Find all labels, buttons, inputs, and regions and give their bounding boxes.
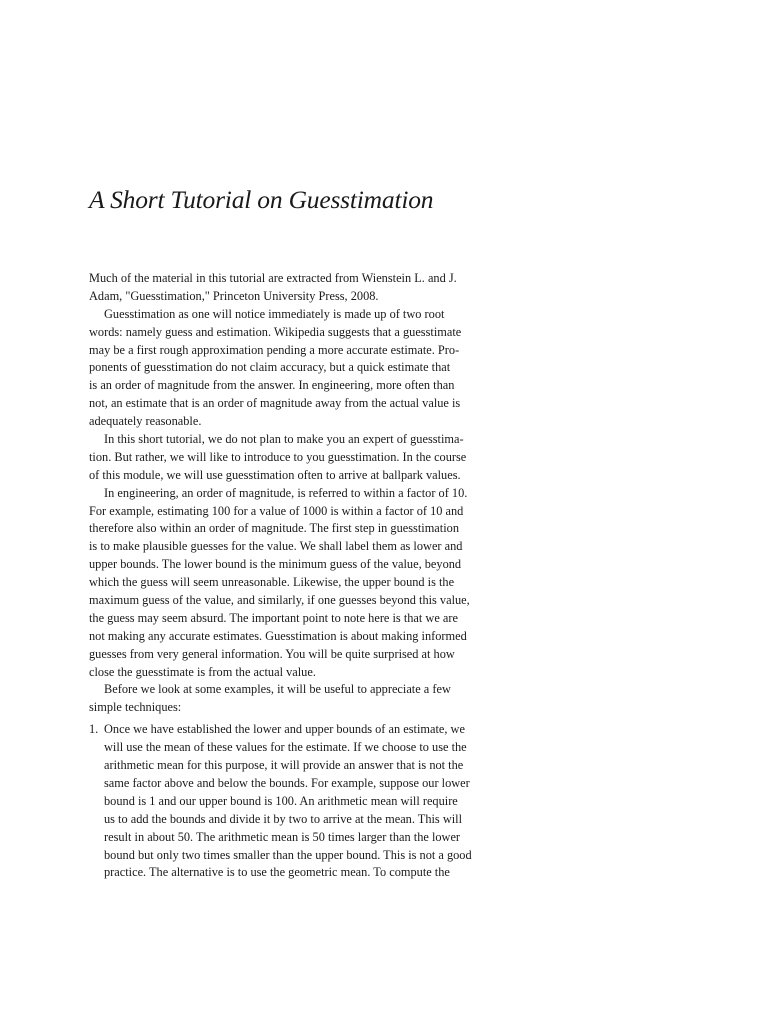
list-item-text: Once we have established the lower and upper bounds of an estimate, we — [104, 722, 465, 737]
text-line: Guesstimation as one will notice immediately is made up of two root — [104, 306, 445, 321]
text-line: ponents of guesstimation do not claim accuracy, but a quick estimate that — [89, 360, 451, 375]
text-line: is an order of magnitude from the answer. In engineering, more often than — [89, 378, 455, 393]
text-line: guesses from very general information. You will be quite surprised at how — [89, 646, 455, 661]
text-line: may be a first rough approximation pending a more accurate estimate. Pro- — [89, 342, 460, 357]
text-line: For example, estimating 100 for a value of 1000 is within a factor of 10 and — [89, 503, 464, 518]
list-item — [89, 721, 484, 739]
list-item-line: bound is 1 and our upper bound is 100. An arithmetic mean will require — [104, 793, 458, 808]
text-line: which the guess will seem unreasonable. Likewise, the upper bound is the — [89, 575, 455, 590]
text-line: words: namely guess and estimation. Wikipedia suggests that a guesstimate — [89, 324, 462, 339]
text-line: therefore also within an order of magnitude. The first step in guesstimation — [89, 521, 459, 536]
body-text — [89, 270, 484, 882]
text-line: Much of the material in this tutorial are extracted from Wienstein L. and J. — [89, 271, 457, 285]
text-line: close the guesstimate is from the actual value. — [89, 664, 316, 679]
text-line: In this short tutorial, we do not plan to make you an expert of guesstima- — [104, 432, 464, 447]
list-item-line: bound but only two times smaller than the upper bound. This is not a good — [104, 847, 472, 862]
text-line: upper bounds. The lower bound is the minimum guess of the value, beyond — [89, 557, 462, 572]
page-title: A Short Tutorial on Guesstimation — [89, 185, 434, 214]
list-item-line: will use the mean of these values for the estimate. If we choose to use the — [104, 740, 467, 755]
text-line: not making any accurate estimates. Guesstimation is about making informed — [89, 628, 467, 643]
list-item-line: us to add the bounds and divide it by two to arrive at the mean. This will — [104, 811, 463, 826]
text-line: Adam, "Guesstimation," Princeton University Press, 2008. — [89, 288, 379, 303]
text-line: simple techniques: — [89, 700, 182, 715]
text-line: maximum guess of the value, and similarly, if one guesses beyond this value, — [89, 593, 470, 608]
list-item-line: arithmetic mean for this purpose, it will provide an answer that is not the — [104, 758, 464, 773]
text-line: adequately reasonable. — [89, 414, 202, 429]
list-item-line: result in about 50. The arithmetic mean is 50 times larger than the lower — [104, 829, 461, 844]
text-line: In engineering, an order of magnitude, is referred to within a factor of 10. — [104, 485, 468, 500]
text-line: tion. But rather, we will like to introduce to you guesstimation. In the course — [89, 449, 467, 464]
text-line: Before we look at some examples, it will be useful to appreciate a few — [104, 682, 451, 697]
text-line: not, an estimate that is an order of magnitude away from the actual value is — [89, 396, 461, 411]
text-line: is to make plausible guesses for the value. We shall label them as lower and — [89, 539, 463, 554]
list-marker: 1. — [89, 722, 99, 737]
list-item-line: same factor above and below the bounds. For example, suppose our lower — [104, 775, 470, 790]
list-item-line: practice. The alternative is to use the geometric mean. To compute the — [104, 865, 450, 880]
text-line: of this module, we will use guesstimation often to arrive at ballpark values. — [89, 467, 461, 482]
text-line: the guess may seem absurd. The important point to note here is that we are — [89, 610, 458, 625]
